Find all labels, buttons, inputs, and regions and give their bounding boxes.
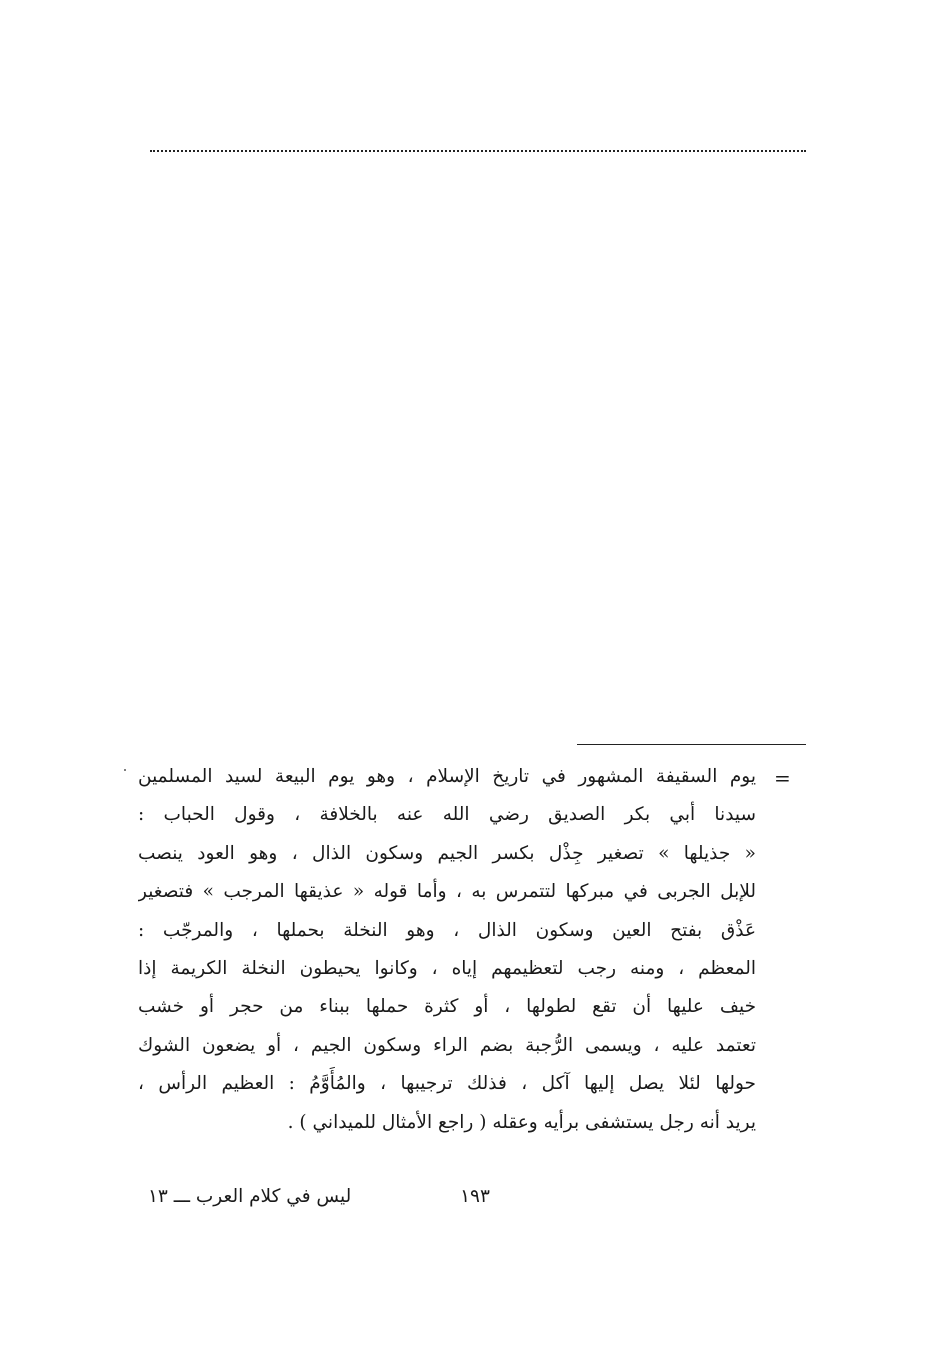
footnote-line: حولها لئلا يصل إليها آكل ، فذلك ترجيبها ، والمُأَوَّمُ : العظيم الرأس ، xyxy=(138,1073,756,1095)
footnote-line: للإبل الجربى في مبركها لتتمرس به ، وأما قوله « عذيقها المرجب » فتصغير xyxy=(138,881,756,903)
footnote-line: يريد أنه رجل يستشفى برأيه وعقله ( راجع الأمثال للميداني ) . xyxy=(287,1111,756,1133)
footnote-line: يوم السقيفة المشهور في تاريخ الإسلام ، وهو يوم البيعة لسيد المسلمين xyxy=(138,766,756,787)
signature-line: ليس في كلام العرب ـــ ١٣ xyxy=(148,1186,352,1207)
footnote-line: « جذيلها » تصغير جِذْل بكسر الجيم وسكون الذال ، وهو العود ينصب xyxy=(138,842,756,864)
scan-speck xyxy=(124,769,126,771)
footnote-line: عَذْق بفتح العين وسكون الذال ، وهو النخلة بحملها ، والمرجّب : xyxy=(138,919,756,941)
dotted-header-rule xyxy=(150,150,806,152)
footnote-continuation-mark: = xyxy=(774,766,791,790)
footnote-block xyxy=(138,758,756,1142)
footnote-line: سيدنا أبي بكر الصديق رضي الله عنه بالخلافة ، وقول الحباب : xyxy=(138,804,756,826)
footnote-line: خيف عليها أن تقع لطولها ، أو كثرة حملها ببناء من حجر أو خشب xyxy=(138,996,756,1018)
page-number: ١٩٣ xyxy=(460,1186,490,1207)
footnote-line: تعتمد عليه ، ويسمى الرُّجبة بضم الراء وسكون الجيم ، أو يضعون الشوك xyxy=(138,1034,756,1056)
footnote-separator-rule xyxy=(577,744,806,745)
footnote-line: المعظم ، ومنه رجب لتعظيمهم إياه ، وكانوا يحيطون النخلة الكريمة إذا xyxy=(138,957,756,979)
